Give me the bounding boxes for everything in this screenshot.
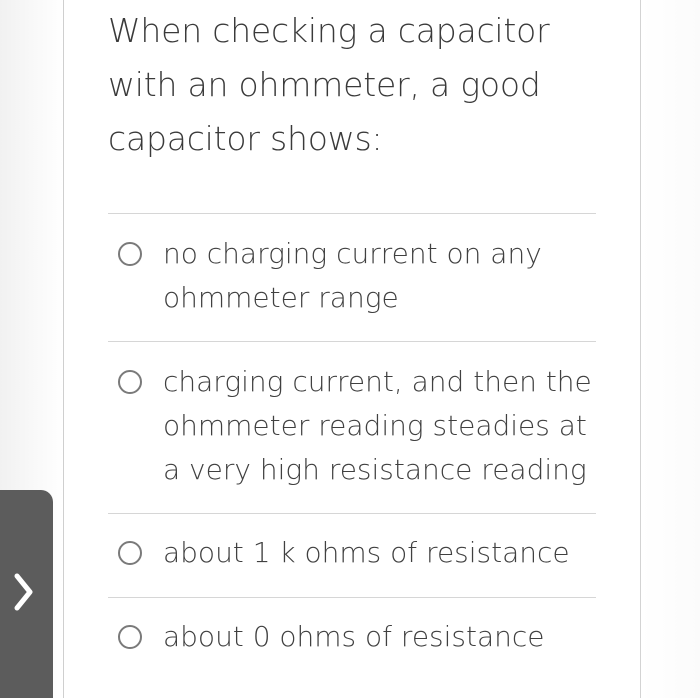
answer-option-4[interactable] — [118, 615, 596, 659]
content-left-border — [63, 0, 64, 698]
radio-button[interactable] — [118, 370, 142, 394]
answer-option-label: charging current, and then the ohmmeter reading steadies at a very high resistance reading — [163, 365, 592, 486]
answer-option-label: about 1 k ohms of resistance — [163, 536, 570, 569]
radio-button[interactable] — [118, 541, 142, 565]
chevron-right-icon — [11, 572, 37, 612]
option-divider — [108, 213, 596, 214]
radio-button[interactable] — [118, 242, 142, 266]
answer-option-label: about 0 ohms of resistance — [163, 620, 545, 653]
answer-option-1[interactable] — [118, 232, 596, 320]
option-divider — [108, 341, 596, 342]
answer-option-3[interactable] — [118, 531, 596, 575]
content-right-border — [640, 0, 641, 698]
radio-button[interactable] — [118, 625, 142, 649]
option-divider — [108, 597, 596, 598]
next-tab-button[interactable] — [0, 490, 53, 698]
answer-option-2[interactable] — [118, 360, 596, 492]
answer-option-label: no charging current on any ohmmeter range — [163, 237, 542, 314]
question-text: When checking a capacitor with an ohmmeter, a good capacitor shows: — [108, 11, 550, 158]
option-divider — [108, 513, 596, 514]
